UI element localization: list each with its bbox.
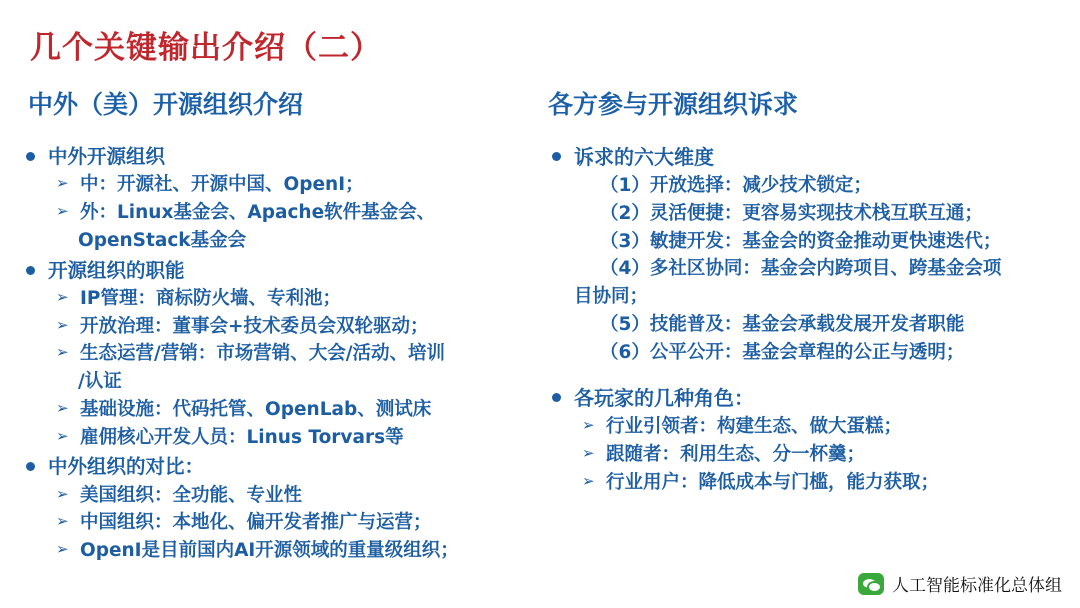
sub-label: 基础设施：代码托管、OpenLab、测试床 [80,398,432,420]
right-column [540,85,1070,499]
arrow-bullet-icon: ➢ [56,512,69,531]
arrow-bullet-icon: ➢ [56,540,69,559]
sub-list [48,171,559,227]
right-column-heading: 各方参与开源组织诉求 [548,90,799,119]
list-item [48,537,559,565]
arrow-bullet-icon: ➢ [56,174,69,193]
list-item [574,441,1070,469]
sub-label: 中：开源社、开源中国、OpenI； [80,174,364,196]
sub-label: OpenI是目前国内AI开源领域的重量级组织； [80,540,459,562]
sub-label: 行业用户：降低成本与门槛，能力获取； [606,471,940,493]
list-item [48,424,559,452]
arrow-bullet-icon: ➢ [56,343,69,362]
arrow-bullet-icon: ➢ [582,416,595,435]
sub-label: 雇佣核心开发人员：Linus Torvars等 [80,426,404,448]
numbered-line: （1）开放选择：减少技术锁定； [600,175,872,196]
bullet-dot-icon [552,393,561,402]
sub-label: 开放治理：董事会+技术委员会双轮驱动； [80,315,429,337]
arrow-bullet-icon: ➢ [582,471,595,490]
sub-label: 跟随者：利用生态、分一杯羹； [606,444,866,465]
list-item [48,199,559,227]
sub-label: IP管理：商标防火墙、专利池； [80,287,341,309]
bullet-label: 开源组织的职能 [48,258,185,282]
arrow-bullet-icon: ➢ [56,202,69,221]
list-item [14,257,559,452]
bullet-label: 诉求的六大维度 [574,145,714,169]
wechat-icon [858,573,884,595]
arrow-bullet-icon: ➢ [56,484,69,503]
bullet-label: 中外组织的对比： [48,455,205,479]
sub-label: 外：Linux基金会、Apache软件基金会、 [80,202,436,224]
footer-watermark [858,571,1062,596]
list-item [48,313,559,341]
list-item [48,340,559,368]
sub-label: 行业引领者：构建生态、做大蛋糕； [606,416,903,438]
left-column-heading: 中外（美）开源组织介绍 [28,90,304,119]
bullet-label: 各玩家的几种角色： [574,386,754,411]
list-item [540,384,1070,496]
numbered-line: （6）公平公开：基金会章程的公正与透明； [600,341,965,363]
arrow-bullet-icon: ➢ [56,398,69,417]
list-item [540,143,1070,366]
list-item [14,143,559,255]
numbered-line: （5）技能普及：基金会承载发展开发者职能 [600,313,965,335]
arrow-bullet-icon: ➢ [56,287,69,306]
list-item [48,396,559,424]
sub-label: 中国组织：本地化、偏开发者推广与运营； [80,512,432,534]
sub-label: 美国组织：全功能、专业性 [80,484,303,506]
arrow-bullet-icon: ➢ [56,426,69,445]
right-bullet-list [540,143,1070,497]
numbered-line: （4）多社区协同：基金会内跨项目、跨基金会项 [600,258,1002,280]
list-item [574,469,1070,497]
bullet-dot-icon [552,152,561,161]
numbered-line: （3）敏捷开发：基金会的资金推动更快速迭代； [600,230,1002,252]
continuation-line: OpenStack基金会 [78,229,247,251]
left-column [14,85,559,567]
bullet-dot-icon [26,152,35,161]
bullet-dot-icon [26,266,35,275]
list-item [48,171,559,199]
sub-list [48,285,559,368]
list-item [48,285,559,313]
page-title: 几个关键输出介绍（二） [30,30,382,66]
arrow-bullet-icon: ➢ [56,315,69,334]
list-item [48,482,559,510]
bullet-label: 中外开源组织 [48,145,166,168]
left-bullet-list [14,143,559,565]
footer-label: 人工智能标准化总体组 [892,576,1062,596]
sub-list [48,482,559,565]
sub-label: 生态运营/营销：市场营销、大会/活动、培训 [80,343,446,365]
list-item [574,413,1070,441]
list-item [48,509,559,537]
numbered-line: （2）灵活便捷：更容易实现技术栈互联互通； [600,202,983,224]
bullet-dot-icon [26,462,35,471]
list-item [14,453,559,565]
continuation-line: /认证 [78,371,122,393]
sub-list-continued [48,396,559,452]
sub-list [574,413,1070,496]
arrow-bullet-icon: ➢ [582,444,595,462]
continuation-line: 目协同； [574,286,649,307]
